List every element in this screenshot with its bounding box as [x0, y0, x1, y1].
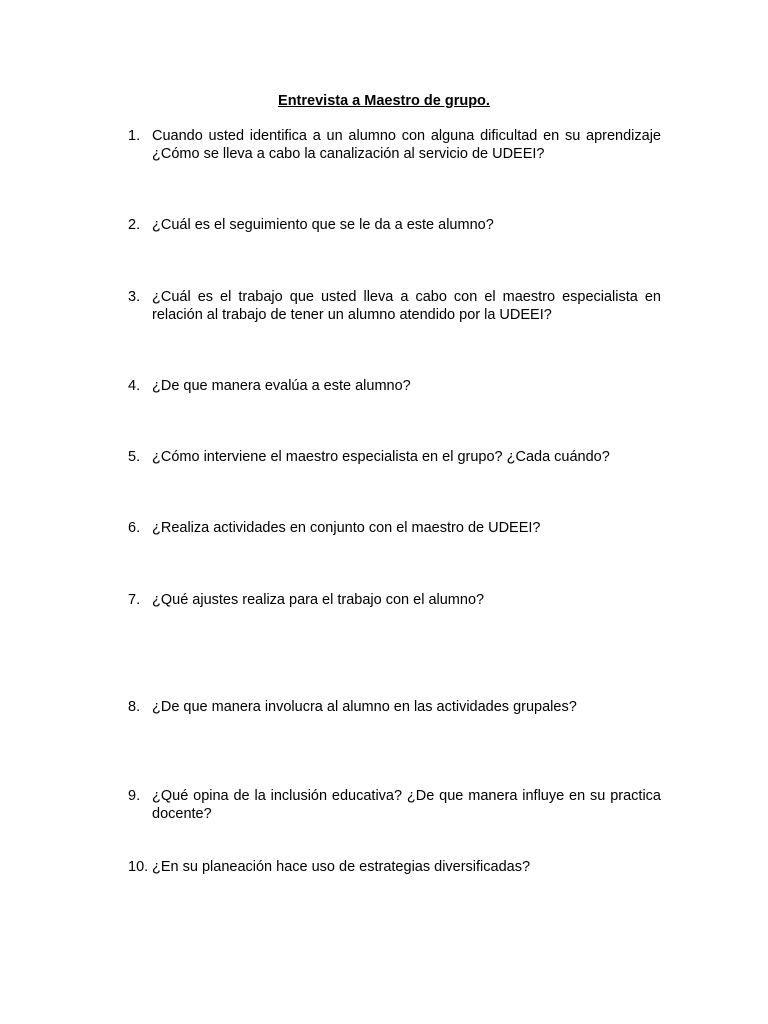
question-item	[128, 288, 661, 324]
question-text: ¿Qué opina de la inclusión educativa? ¿De que manera influye en su practica docente?	[152, 788, 661, 822]
question-item	[128, 787, 661, 823]
question-item	[128, 377, 661, 395]
question-text: ¿Cómo interviene el maestro especialista en el grupo? ¿Cada cuándo?	[152, 449, 610, 465]
question-number: 10.	[128, 859, 149, 875]
document-title: Entrevista a Maestro de grupo.	[278, 93, 490, 109]
question-number: 3.	[128, 289, 141, 305]
question-text: ¿Qué ajustes realiza para el trabajo con el alumno?	[152, 592, 485, 608]
question-item	[128, 858, 661, 876]
question-text: ¿En su planeación hace uso de estrategias diversificadas?	[152, 859, 531, 875]
question-item	[128, 216, 661, 234]
question-number: 8.	[128, 699, 141, 715]
question-number: 1.	[128, 128, 141, 144]
question-item	[128, 519, 661, 537]
question-text: ¿De que manera evalúa a este alumno?	[152, 378, 411, 394]
question-item	[128, 127, 661, 163]
question-text: ¿Cuál es el trabajo que usted lleva a cabo con el maestro especialista en relación al trabajo de tener un alumno atendido por la UDEEI?	[152, 289, 661, 323]
question-text: ¿Realiza actividades en conjunto con el maestro de UDEEI?	[152, 520, 541, 536]
question-item	[128, 698, 661, 716]
question-number: 2.	[128, 217, 141, 233]
question-text: ¿Cuál es el seguimiento que se le da a este alumno?	[152, 217, 494, 233]
question-number: 4.	[128, 378, 141, 394]
question-number: 7.	[128, 592, 141, 608]
question-number: 9.	[128, 788, 141, 804]
question-text: ¿De que manera involucra al alumno en las actividades grupales?	[152, 699, 577, 715]
question-number: 5.	[128, 449, 141, 465]
question-text: Cuando usted identifica a un alumno con alguna dificultad en su aprendizaje ¿Cómo se lleva a cabo la canalización al servicio de UDEEI?	[152, 128, 661, 162]
question-item	[128, 591, 661, 609]
question-number: 6.	[128, 520, 141, 536]
question-item	[128, 448, 661, 466]
